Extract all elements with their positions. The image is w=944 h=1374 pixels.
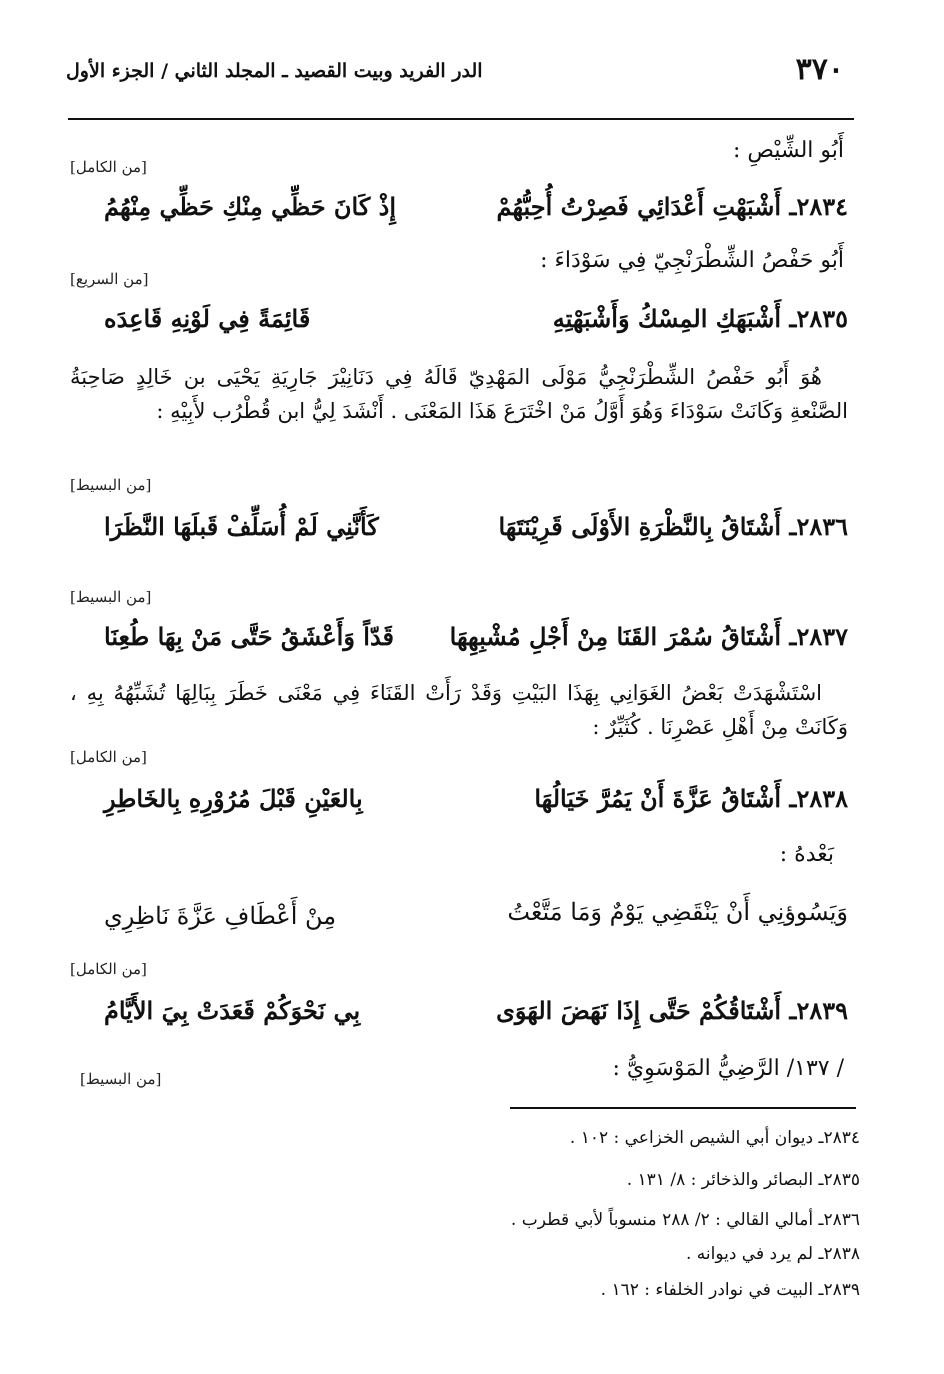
meter-label: [من الكامل] [70,748,147,766]
poet-heading: / ١٣٧/ الرَّضِيُّ المَوْسَوِيُّ : [612,1056,844,1081]
poet-heading: أَبُو حَفْصُ الشِّطْرَنْجِيّ فِي سَوْدَاءَ : [540,248,844,273]
meter-label: [من البسيط] [70,476,152,494]
footnote: ٢٨٣٨ـ لم يرد في ديوانه . [685,1244,860,1264]
verse-hemistich-first: ٢٨٣٩ـ أَشْتَاقُكُمْ حَتَّى إِذَا نَهَضَ الهَوَى [496,996,848,1025]
verse-hemistich-second: إِذْ كَانَ حَظِّي مِنْكِ حَظِّي مِنْهُمُ [104,192,397,221]
meter-label: [من الكامل] [70,960,147,978]
verse-hemistich-first: وَيَسُوؤنِي أَنْ يَنْقَضِي يَوْمٌ وَمَا مَتَّعْتُ [507,898,848,926]
verse-hemistich-second: قَائِمَةً فِي لَوْنِهِ قَاعِدَه [104,304,311,333]
footnote: ٢٨٣٩ـ البيت في نوادر الخلفاء : ١٦٢ . [600,1280,860,1300]
header-divider [68,118,854,120]
verse-hemistich-second: بِي نَحْوَكُمْ قَعَدَتْ بِيَ الأَيَّامُ [104,996,361,1025]
verse-hemistich-second: بِالعَيْنِ قَبْلَ مُرُوْرِهِ بِالخَاطِرِ [104,784,363,813]
page-number: ٣٧٠ [795,52,844,87]
meter-label: [من البسيط] [80,1070,162,1088]
poet-heading: أَبُو الشِّيْصِ : [732,138,844,163]
verse-hemistich-first: ٢٨٣٨ـ أَشْتَاقُ عَزَّةَ أَنْ يَمُرَّ خَيَالُهَا [534,784,848,813]
verse-hemistich-first: ٢٨٣٧ـ أَشْتَاقُ سُمْرَ القَنَا مِنْ أَجْلِ مُشْبِهِهَا [449,622,848,651]
prose-paragraph: اسْتَشْهَدَتْ بَعْضُ الغَوَانِي بِهَذَا البَيْتِ وَقَدْ رَأَتْ القَنَاءَ فِي مَعْنَى خَطَرَ بِبَالِهَا تُشَبِّهُهُ بِهِ ، وَكَانَتْ مِنْ أَهْلِ عَصْرِنَا . كُثَيِّرٌ : [70,681,848,739]
footnote: ٢٨٣٥ـ البصائر والذخائر : ٨/ ١٣١ . [626,1170,860,1190]
verse-hemistich-second: قَدّاً وَأَعْشَقُ حَتَّى مَنْ بِهَا طُعِنَا [104,622,395,651]
verse-hemistich-second: كَأَنَّنِي لَمْ أُسَلِّفْ قَبلَهَا النَّظَرَا [104,512,379,541]
meter-label: [من السريع] [70,270,149,288]
verse-hemistich-second: مِنْ أَعْطَافِ عَزَّةَ نَاظِرِي [104,902,337,930]
footnote-divider [510,1107,856,1109]
verse-hemistich-first: ٢٨٣٥ـ أَشْبَهَكِ المِسْكُ وَأَشْبَهْتِهِ [552,304,848,333]
footnote: ٢٨٣٤ـ ديوان أبي الشيص الخزاعي : ١٠٢ . [569,1128,860,1148]
meter-label: [من الكامل] [70,158,147,176]
continuation-label: بَعْدهُ : [779,842,834,867]
footnote: ٢٨٣٦ـ أمالي القالي : ٢/ ٢٨٨ منسوباً لأبي قطرب . [510,1210,860,1230]
verse-hemistich-first: ٢٨٣٦ـ أَشْتَاقُ بِالنَّظْرَةِ الأَوْلَى قَرِيْنَتَهَا [498,512,848,541]
prose-paragraph: هُوَ أَبُو حَفْصُ الشِّطْرَنْجِيُّ مَوْلَى المَهْدِيّ قَالَهُ فِي دَنَانِيْرَ جَارِيَةِ يَحْيَى بن خَالِدٍ صَاحِبَةُ الصَّنْعةِ وَكَانَتْ سَوْدَاءَ وَهُوَ أَوَّلُ مَنْ اخْتَرَعَ هَذَا المَعْنَى . أَنْشَدَ لِيُّ ابن قُطْرُب لأَبِيْهِ : [70,365,848,423]
verse-hemistich-first: ٢٨٣٤ـ أَشْبَهْتِ أَعْدَائِي فَصِرْتُ أُحِبُّهُمْ [496,192,848,221]
meter-label: [من البسيط] [70,588,152,606]
running-title: الدر الفريد وبيت القصيد ـ المجلد الثاني / الجزء الأول [66,60,483,82]
